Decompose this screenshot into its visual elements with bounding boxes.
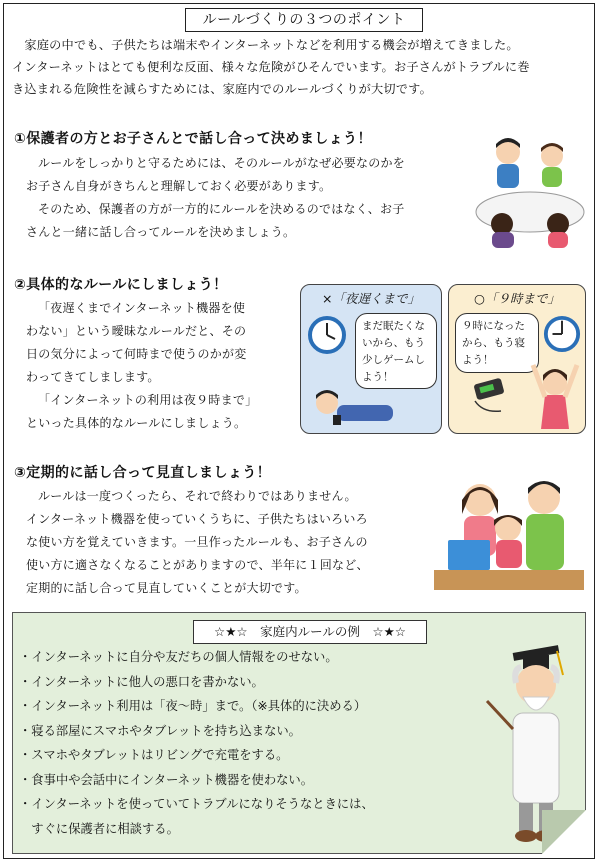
bad-example-speech-bubble [355,313,437,389]
list-item: ・スマホやタブレットはリビングで充電をする。 [19,748,289,762]
section1-line: お子さん自身がきちんと理解しておく必要があります。 [26,179,332,193]
household-rules-box [12,612,586,854]
clock-icon [307,315,347,355]
section3-line: な使い方を覚えていきます。一旦作ったルールも、お子さんの [26,535,368,549]
section2-line: といった具体的なルールにしましょう。 [26,416,247,430]
section3-line: 定期的に話し合って見直していくことが大切です。 [26,581,307,595]
intro-line: インターネットはとても便利な反面、様々な危険がひそんでいます。お子さんがトラブルに巻 [12,60,530,74]
section2-line: 日の気分によって何時まで使うのかが変 [26,347,247,361]
page-title: ルールづくりの３つのポイント [185,8,423,32]
section2-line: わない」という曖昧なルールだと、その [26,324,247,338]
section2-heading: ②具体的なルールにしましょう！ [14,277,228,293]
section1-heading: ①保護者の方とお子さんとで話し合って決めましょう！ [14,131,372,147]
yawning-girl-illustration [527,355,583,431]
girl-figure [547,213,569,248]
section3-heading: ③定期的に話し合って見直しましょう！ [14,465,272,481]
bubble-line: 少しゲームし [362,354,425,366]
bubble-line: ９時になった [462,320,525,332]
list-item: ・インターネットに他人の悪口を書かない。 [19,674,264,689]
bad-example-label: ×「夜遅くまで」 [322,291,420,306]
child-lying-with-phone-illustration [307,385,407,429]
child-figure [541,143,563,187]
list-item: ・食事中や会話中にインターネット機器を使わない。 [19,772,314,787]
list-item: ・インターネットに自分や友だちの個人情報をのせない。 [19,650,338,664]
list-item: ・寝る部屋にスマホやタブレットを持ち込まない。 [19,723,301,738]
family-with-laptop-illustration [434,470,584,592]
section1-line: そのため、保護者の方が一方的にルールを決めるのではなく、お子 [38,202,405,216]
clock-icon [543,315,581,353]
section1-body [26,152,466,244]
section1-line: ルールをしっかりと守るためには、そのルールがなぜ必要なのかを [38,156,406,170]
page-fold-corner [542,810,586,854]
section2-line: 「インターネットの利用は夜９時まで」 [38,393,258,407]
bubble-line: まだ眠たくな [362,320,425,332]
bubble-line: いから、もう [362,337,425,349]
list-item: ・インターネットを使っていてトラブルになりそうなときには、 [19,797,374,811]
family-meeting-illustration [472,132,588,250]
girl-figure [494,515,522,568]
intro-line: 家庭の中でも、子供たちは端末やインターネットなどを利用する機会が増えてきました。 [12,38,519,52]
list-item: ・インターネット利用は「夜～時」まで。（※具体的に決める） [19,699,367,713]
section2-body [26,297,294,435]
bubble-line: よう！ [362,371,394,383]
list-item: すぐに保護者に相談する。 [19,821,179,836]
father-figure [496,138,520,188]
bubble-line: から、もう寝 [462,337,525,349]
section3-line: 使い方に適さなくなることがありますので、半年に１回など、 [26,558,369,572]
rules-box-title: ☆★☆ 家庭内ルールの例 ☆★☆ [193,620,427,644]
section1-line: さんと一緒に話し合ってルールを決めましょう。 [26,225,296,239]
bad-example-card [300,284,442,434]
mother-figure [491,213,514,248]
charging-phone-icon [471,377,507,417]
section2-line: 「夜遅くまでインターネット機器を使 [38,301,246,315]
laptop-icon [448,540,490,570]
rules-list [19,645,489,841]
section3-body [26,485,436,600]
section3-line: ルールは一度つくったら、それで終わりではありません。 [38,489,357,503]
section2-line: わってきてしまします。 [26,370,160,384]
intro-paragraph [12,34,582,100]
bubble-line: よう！ [462,354,494,366]
intro-line: き込まれる危険性を減らすためには、家庭内でのルールづくりが大切です。 [12,82,432,96]
good-example-label: ○「９時まで」 [474,291,560,306]
section3-line: インターネット機器を使っていくうちに、子供たちはいろいろ [26,512,368,526]
good-example-card [448,284,586,434]
father-figure [526,481,564,570]
